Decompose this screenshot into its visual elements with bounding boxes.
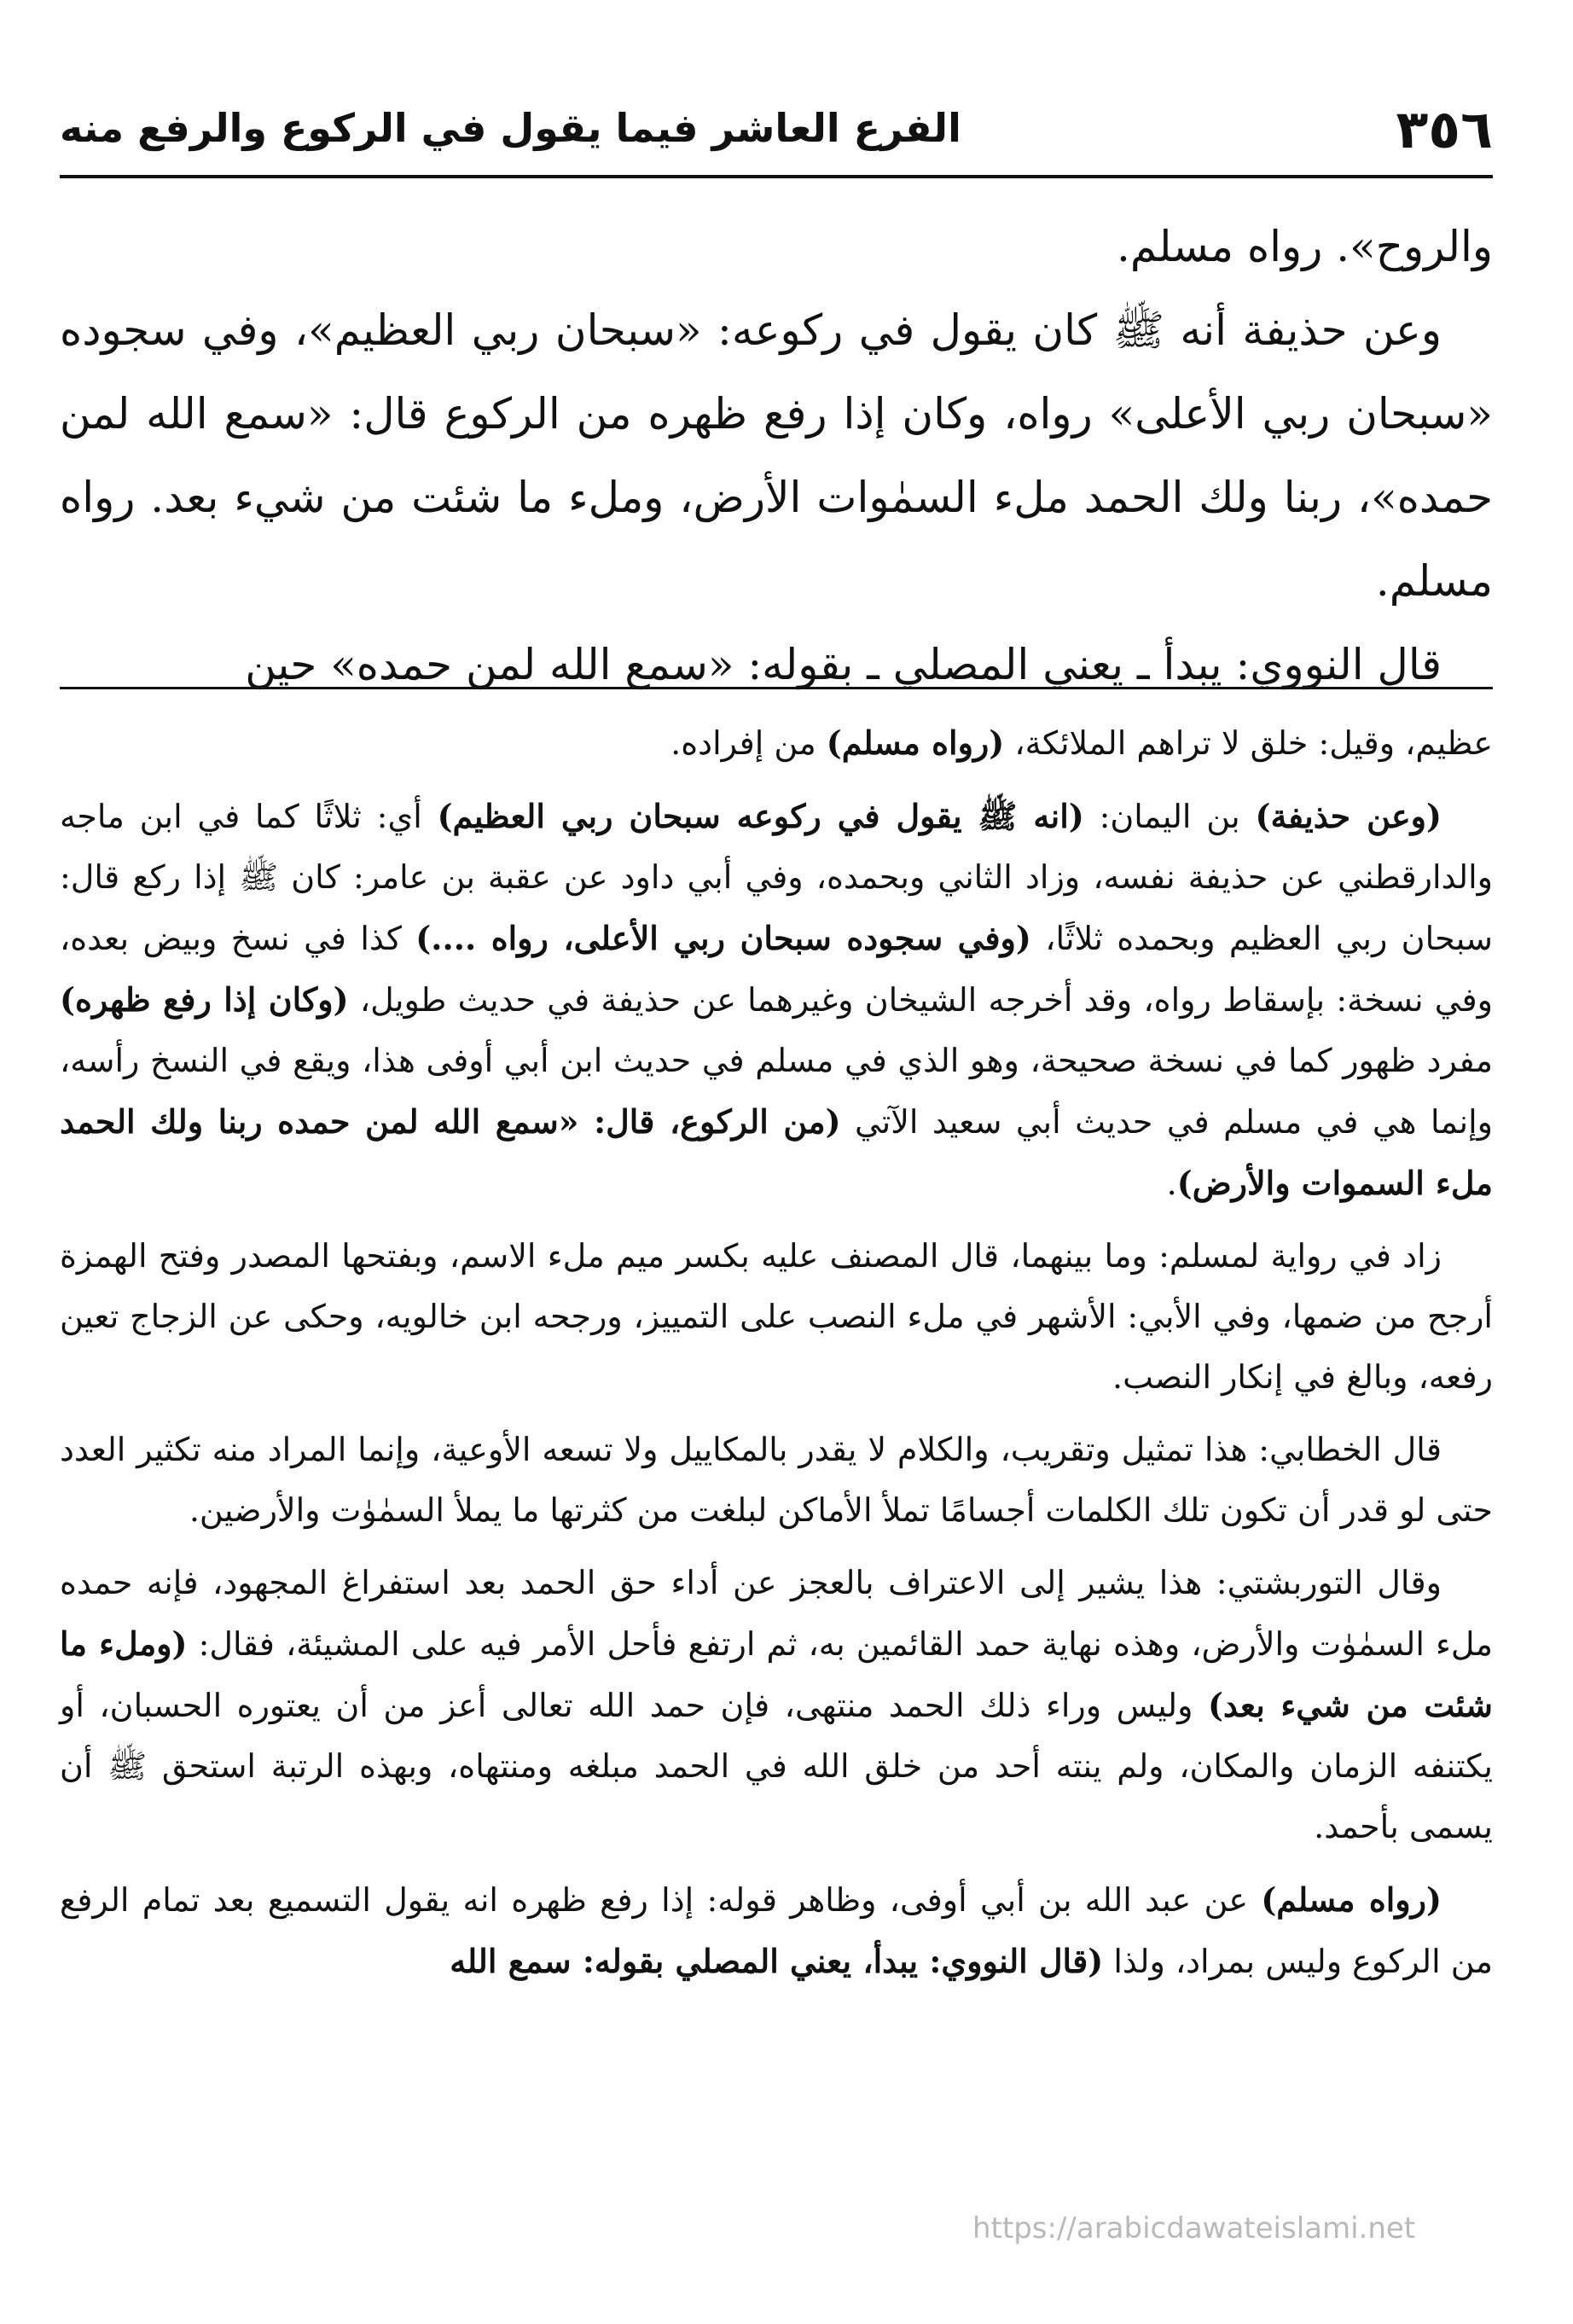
quoted-text: (وملء ما شئت من شيء بعد) — [60, 1624, 1493, 1724]
commentary-paragraph: زاد في رواية لمسلم: وما بينهما، قال المصنف عليه بكسر ميم ملء الاسم، وبفتحها المصدر وفتح الهمزة أرجح من ضمها، وفي الأبي: الأشهر في ملء النصب على التمييز، ورجحه ابن خالويه، وحكى عن الزجاج تعين رفعه، وبالغ في إنكار النصب. — [60, 1237, 1493, 1396]
quoted-text: (رواه مسلم) — [826, 723, 1005, 762]
commentary-text: عن عبد الله بن أبي أوفى، وظاهر قوله: إذا رفع ظهره انه يقول التسميع بعد تمام الرفع من الركوع وليس بمراد، ولذا — [60, 1881, 1493, 1980]
main-text-paragraph: قال النووي: يبدأ ـ يعني المصلي ـ بقوله: «سمع الله لمن حمده» حين — [245, 640, 1442, 689]
commentary — [60, 712, 1493, 1992]
commentary-text: مفرد ظهور كما في نسخة صحيحة، وهو الذي في مسلم في حديث ابن أبي أوفى هذا، ويقع في النسخ رأسه، وإنما هي في مسلم في حديث أبي سعيد الآتي — [60, 1042, 1493, 1141]
quoted-text: (قال النووي: يبدأ، يعني المصلي بقوله: سمع الله — [450, 1942, 1104, 1980]
quoted-text: (وكان إذا رفع ظهره) — [60, 980, 349, 1019]
commentary-text: أي: ثلاثًا كما في ابن ماجه والدارقطني عن حذيفة نفسه، وزاد الثاني وبحمده، وفي أبي داود عن عقبة بن عامر: كان ﷺ إذا ركع قال: سبحان ربي العظيم وبحمده ثلاثًا، — [60, 798, 1493, 957]
commentary-text: وقال التوربشتي: هذا يشير إلى الاعتراف بالعجز عن أداء حق الحمد بعد استفراغ المجهود، فإنه حمده ملء السمٰوٰت والأرض، وهذه نهاية حمد القائمين به، ثم ارتفع فأحل الأمر فيه على المشيئة، فقال: — [60, 1564, 1493, 1663]
header-rule — [60, 175, 1493, 178]
main-text-paragraph: وعن حذيفة أنه ﷺ كان يقول في ركوعه: «سبحان ربي العظيم»، وفي سجوده «سبحان ربي الأعلى» رواه، وكان إذا رفع ظهره من الركوع قال: «سمع الله لمن حمده»، ربنا ولك الحمد ملء السمٰوات الأرض، وملء ما شئت من شيء بعد. رواه مسلم. — [60, 305, 1493, 606]
commentary-text: عظيم، وقيل: خلق لا تراهم الملائكة، — [1004, 724, 1493, 762]
quoted-text: (وفي سجوده سبحان ربي الأعلى، رواه ....) — [415, 919, 1031, 957]
running-title: الفرع العاشر فيما يقول في الركوع والرفع منه — [60, 105, 961, 151]
commentary-paragraph — [60, 786, 1493, 1214]
commentary-text: وليس وراء ذلك الحمد منتهى، فإن حمد الله تعالى أعز من أن يعتوره الحسبان، أو يكتنفه الزمان والمكان، ولم ينته أحد من خلق الله في الحمد مبلغه ومنتهاه، وبهذه الرتبة استحق ﷺ أن يسمى بأحمد. — [60, 1687, 1493, 1845]
commentary-paragraph: قال الخطابي: هذا تمثيل وتقريب، والكلام لا يقدر بالمكاييل ولا تسعه الأوعية، وإنما المراد منه تكثير العدد حتى لو قدر أن تكون تلك الكلمات أجسامًا تملأ الأماكن لبلغت من كثرتها ما يملأ السمٰوٰت والأرضين. — [60, 1431, 1493, 1529]
page-number: ٣٥٦ — [1396, 98, 1493, 160]
commentary-text: من إفراده. — [670, 724, 827, 762]
watermark-url: https://arabicdawateislami.net — [972, 2211, 1416, 2246]
commentary-paragraph — [60, 1553, 1493, 1857]
quoted-text: (انه ﷺ يقول في ركوعه سبحان ربي العظيم) — [437, 797, 1084, 835]
commentary-paragraph — [60, 1869, 1493, 1992]
commentary-text: بن اليمان: — [1083, 798, 1256, 835]
quoted-text: (وعن حذيفة) — [1255, 797, 1442, 835]
main-text — [60, 205, 1493, 706]
commentary-text: . — [1166, 1165, 1177, 1202]
main-text-paragraph: والروح». رواه مسلم. — [1116, 222, 1493, 271]
page-header — [60, 98, 1493, 166]
commentary-text: كذا في نسخ وبيض بعده، وفي نسخة: بإسقاط رواه، وقد أخرجه الشيخان وغيرهما عن حذيفة في حديث طويل، — [60, 920, 1493, 1019]
book-page — [60, 0, 1493, 2324]
commentary-divider — [60, 687, 1493, 689]
quoted-text: (من الركوع، قال: «سمع الله لمن حمده ربنا ولك الحمد ملء السموات والأرض) — [60, 1102, 1493, 1202]
quoted-text: (رواه مسلم) — [1261, 1880, 1442, 1919]
commentary-paragraph — [60, 712, 1493, 774]
